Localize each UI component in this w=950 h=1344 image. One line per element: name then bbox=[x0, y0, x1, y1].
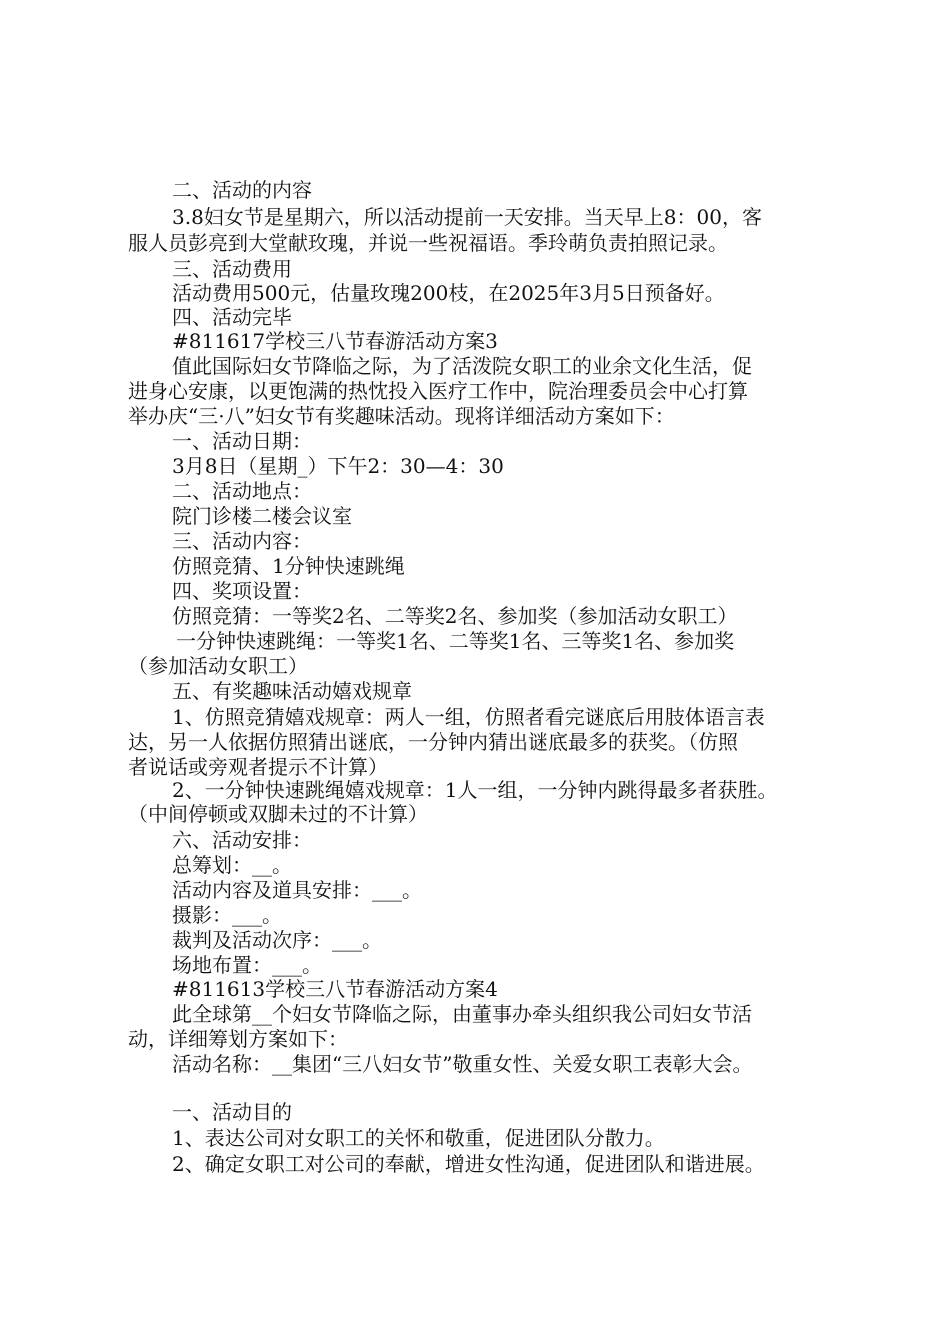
paragraph-line: 摄影：___。 bbox=[172, 903, 282, 927]
section-heading: 四、活动完毕 bbox=[172, 305, 292, 329]
paragraph-line: 举办庆“三·八”妇女节有奖趣味活动。现将详细活动方案如下： bbox=[128, 404, 675, 428]
paragraph-line: 1、仿照竞猜嬉戏规章：两人一组，仿照者看完谜底后用肢体语言表 bbox=[172, 705, 765, 729]
paragraph-line: 活动内容及道具安排：___。 bbox=[172, 878, 422, 902]
section-heading: 一、活动目的 bbox=[172, 1100, 292, 1124]
paragraph-line: 此全球第__个妇女节降临之际，由董事办牵头组织我公司妇女节活 bbox=[172, 1002, 752, 1026]
paragraph-line: 院门诊楼二楼会议室 bbox=[172, 504, 352, 528]
section-heading: 二、活动地点： bbox=[172, 479, 312, 503]
section-heading: 三、活动内容： bbox=[172, 529, 312, 553]
section-heading: 六、活动安排： bbox=[172, 828, 312, 852]
document-title: #811617学校三八节春游活动方案3 bbox=[172, 329, 498, 353]
section-heading: 二、活动的内容 bbox=[172, 178, 312, 202]
paragraph-line: 3月8日（星期_）下午2：30—4：30 bbox=[172, 454, 504, 478]
paragraph-line: 值此国际妇女节降临之际，为了活泼院女职工的业余文化生活，促 bbox=[172, 354, 752, 378]
paragraph-line: 裁判及活动次序：___。 bbox=[172, 928, 382, 952]
paragraph-line: 达，另一人依据仿照猜出谜底，一分钟内猜出谜底最多的获奖。（仿照 bbox=[128, 730, 738, 754]
paragraph-line: 仿照竞猜、1分钟快速跳绳 bbox=[172, 554, 405, 578]
section-heading: 三、活动费用 bbox=[172, 257, 292, 281]
paragraph-line: 2、确定女职工对公司的奉献，增进女性沟通，促进团队和谐进展。 bbox=[172, 1152, 765, 1176]
paragraph-line: 3.8妇女节是星期六，所以活动提前一天安排。当天早上8：00，客 bbox=[172, 205, 762, 229]
paragraph-line: （参加活动女职工） bbox=[128, 654, 308, 678]
paragraph-line: 动，详细筹划方案如下： bbox=[128, 1027, 348, 1051]
paragraph-line: 场地布置：___。 bbox=[172, 953, 322, 977]
section-heading: 一、活动日期： bbox=[172, 429, 312, 453]
paragraph-line: 者说话或旁观者提示不计算） bbox=[128, 755, 388, 779]
paragraph-line: 1、表达公司对女职工的关怀和敬重，促进团队分散力。 bbox=[172, 1126, 665, 1150]
section-heading: 五、有奖趣味活动嬉戏规章 bbox=[172, 679, 412, 703]
paragraph-line: （中间停顿或双脚未过的不计算） bbox=[128, 802, 428, 826]
paragraph-line: 仿照竞猜：一等奖2名、二等奖2名、参加奖（参加活动女职工） bbox=[172, 604, 738, 628]
paragraph-line: 服人员彭亮到大堂献玫瑰，并说一些祝福语。季玲萌负责拍照记录。 bbox=[128, 231, 728, 255]
section-heading: 四、奖项设置： bbox=[172, 579, 312, 603]
paragraph-line: 一分钟快速跳绳：一等奖1名、二等奖1名、三等奖1名、参加奖 bbox=[176, 629, 735, 653]
paragraph-line: 2、一分钟快速跳绳嬉戏规章：1人一组，一分钟内跳得最多者获胜。 bbox=[172, 778, 778, 802]
document-title: #811613学校三八节春游活动方案4 bbox=[172, 977, 498, 1001]
paragraph-line: 总筹划：__。 bbox=[172, 853, 292, 877]
paragraph-line: 活动名称：__集团“三八妇女节”敬重女性、关爱女职工表彰大会。 bbox=[172, 1052, 753, 1076]
paragraph-line: 进身心安康，以更饱满的热忱投入医疗工作中，院治理委员会中心打算 bbox=[128, 379, 748, 403]
paragraph-line: 活动费用500元，估量玫瑰200枝，在2025年3月5日预备好。 bbox=[172, 281, 725, 305]
